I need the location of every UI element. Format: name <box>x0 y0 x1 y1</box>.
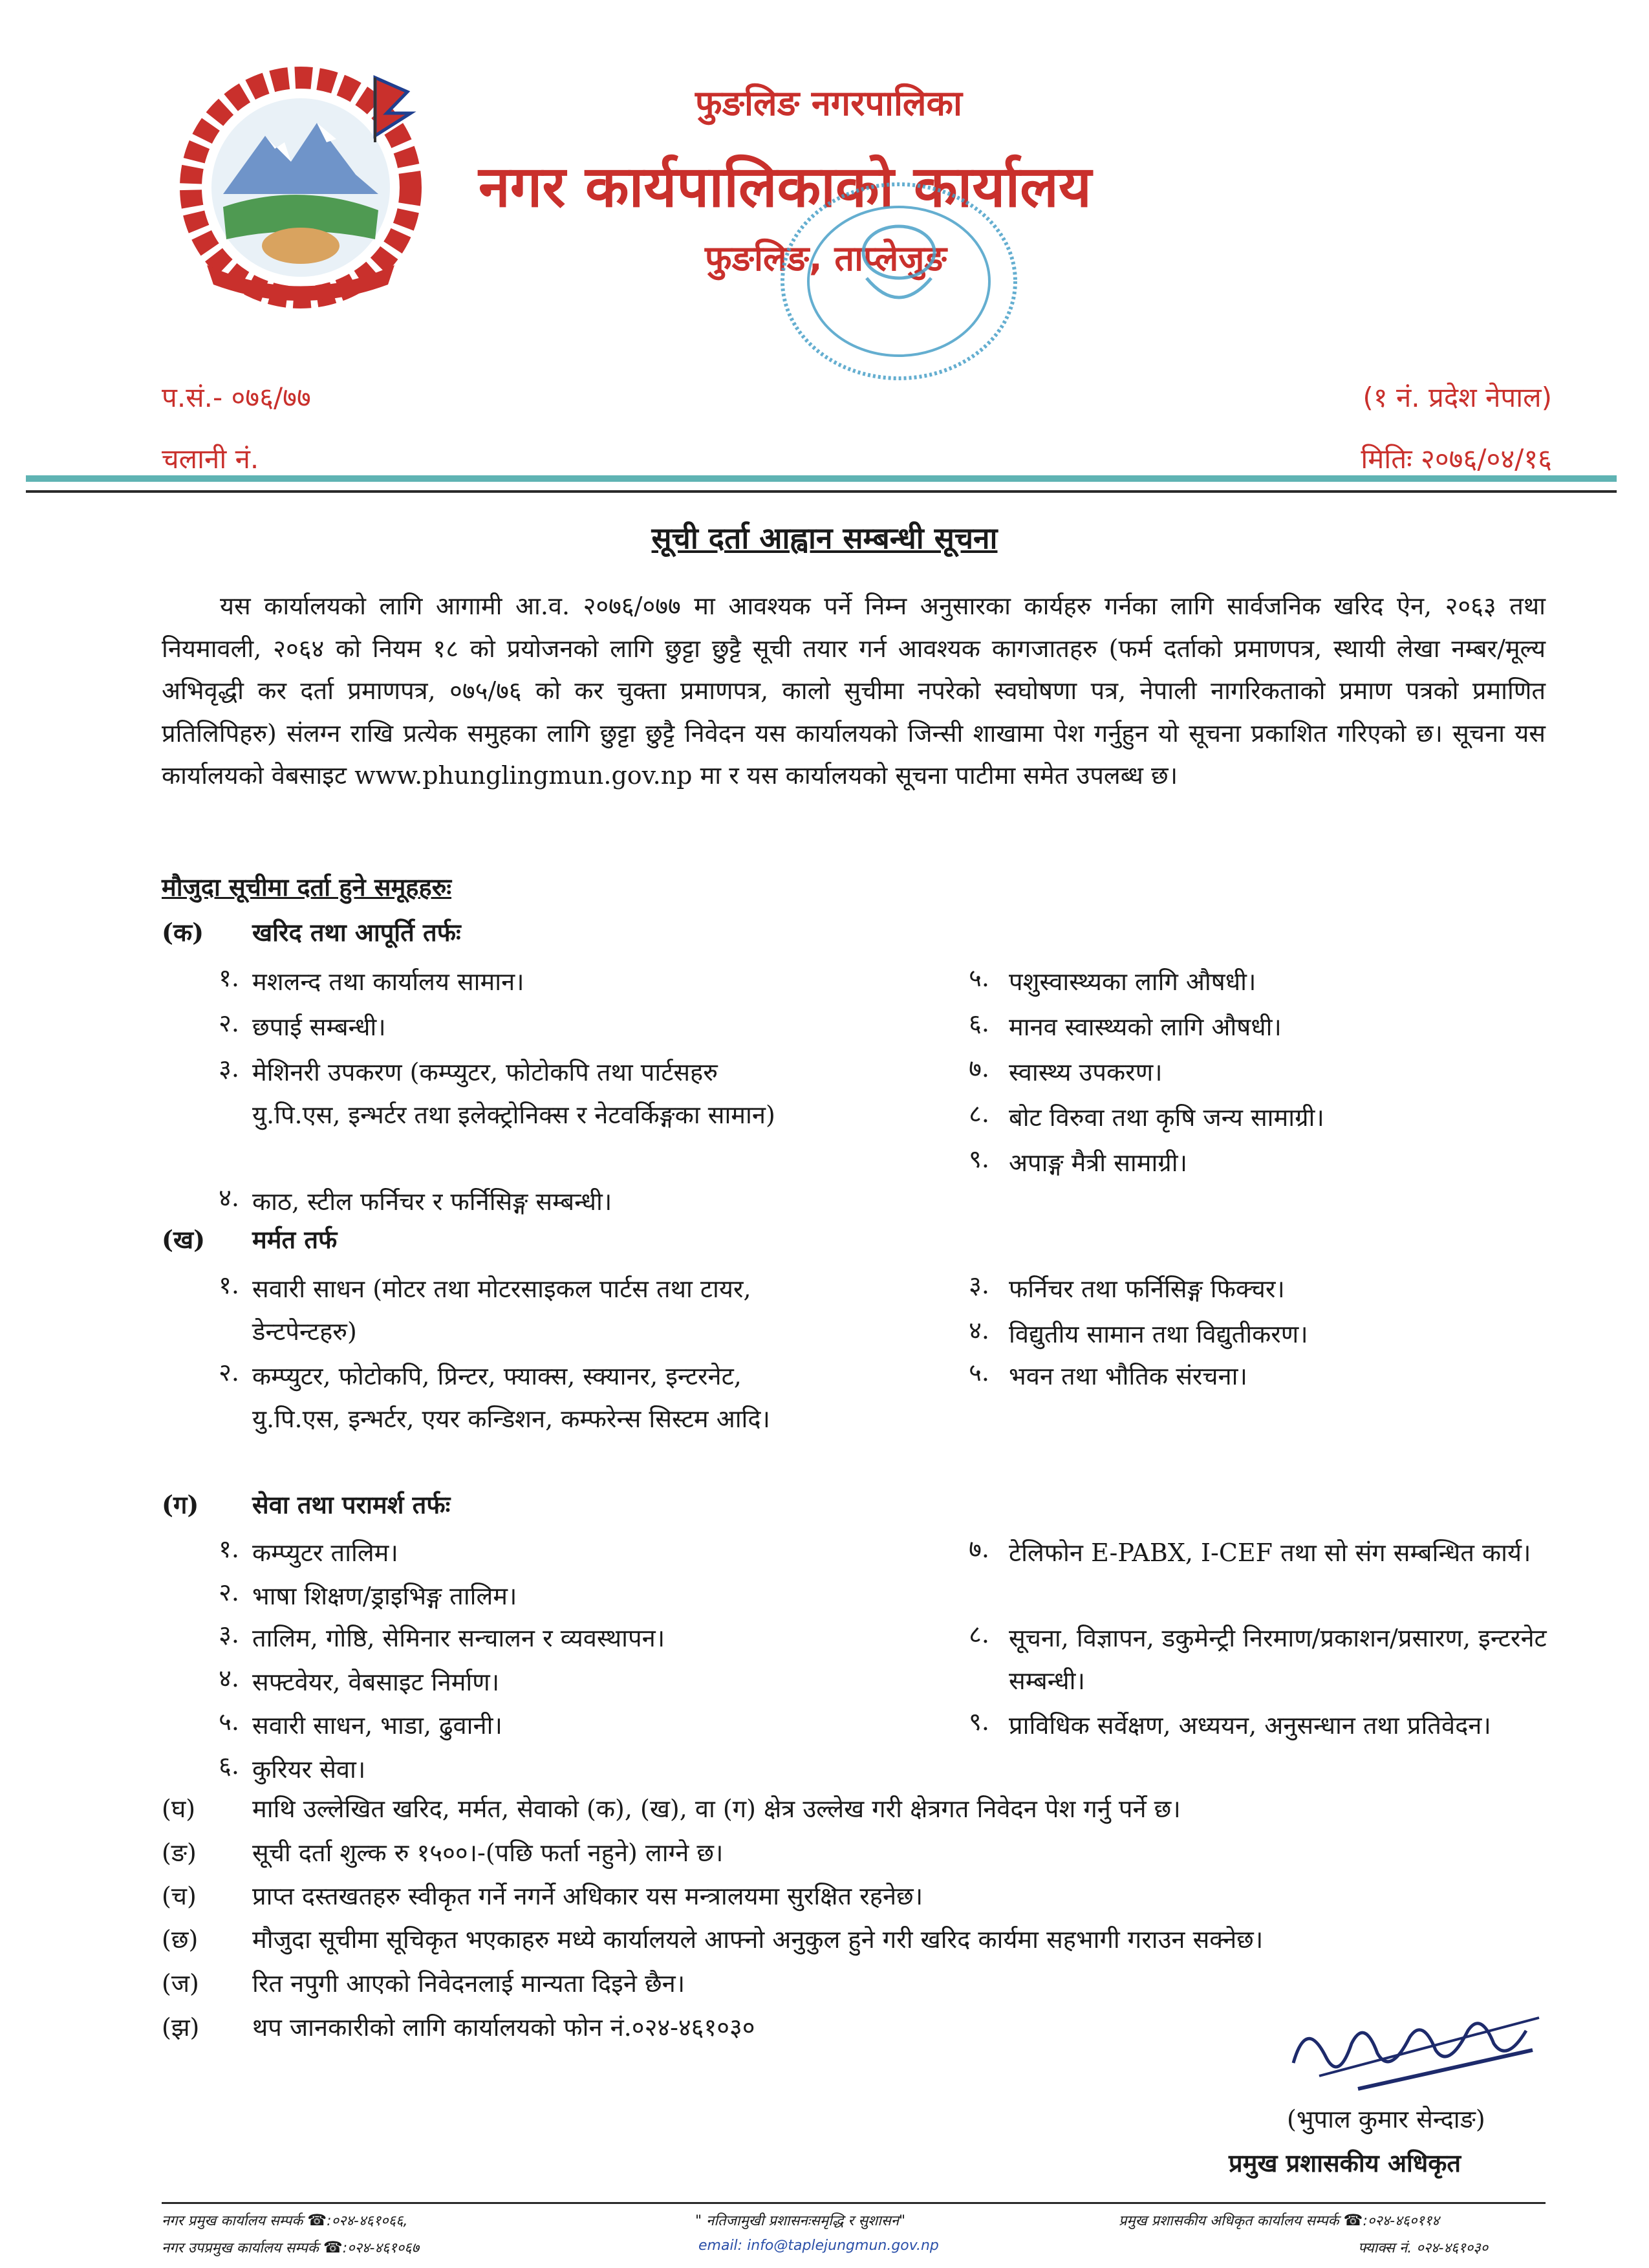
list-item: बोट विरुवा तथा कृषि जन्य सामाग्री। <box>1009 1103 1324 1132</box>
section-letter: (ख) <box>162 1225 206 1254</box>
section-title: मर्मत तर्फ <box>252 1225 338 1254</box>
list-item: मेशिनरी उपकरण (कम्प्युटर, फोटोकपि तथा पार्टसहरु यु.पि.एस, इन्भर्टर तथा इलेक्ट्रोनिक्स र नेटवर्किङ्गका सामान) <box>252 1058 775 1129</box>
list-item: तालिम, गोष्ठि, सेमिनार सन्चालन र व्यवस्थापन। <box>252 1624 665 1652</box>
footer-cao-contact <box>1119 2210 1439 2230</box>
footer-deputy-phone: :०२४-४६१०६७ <box>342 2240 420 2256</box>
footer-mayor-label: नगर प्रमुख कार्यालय सम्पर्क <box>162 2213 303 2229</box>
municipality-name: फुङलिङ नगरपालिका <box>695 83 962 124</box>
footer-deputy-contact <box>162 2238 419 2257</box>
telephone-icon: ☎ <box>323 2238 343 2256</box>
letter-date: मितिः २०७६/०४/१६ <box>1361 443 1552 475</box>
list-item: सवारी साधन, भाडा, ढुवानी। <box>252 1711 502 1740</box>
list-item: भवन तथा भौतिक संरचना। <box>1009 1362 1247 1390</box>
list-item: छपाई सम्बन्धी। <box>252 1013 386 1041</box>
dispatch-number: चलानी नं. <box>162 443 259 475</box>
list-item: सूचना, विज्ञापन, डकुमेन्ट्री निरमाण/प्रकाशन/प्रसारण, इन्टरनेट सम्बन्धी। <box>1009 1624 1547 1695</box>
list-item: टेलिफोन E-PABX, I-CEF तथा सो संग सम्बन्धित कार्य। <box>1009 1539 1531 1567</box>
item-number: ३. <box>219 1620 239 1648</box>
list-item: स्वास्थ्य उपकरण। <box>1009 1058 1163 1086</box>
list-item: फर्निचर तथा फर्निसिङ्ग फिक्चर। <box>1009 1275 1285 1303</box>
section-title: सेवा तथा परामर्श तर्फः <box>252 1490 451 1519</box>
note-text: रित नपुगी आएको निवेदनलाई मान्यता दिइने छैन। <box>252 1969 685 1998</box>
intro-paragraph: यस कार्यालयको लागि आगामी आ.व. २०७६/०७७ मा आवश्यक पर्ने निम्न अनुसारका कार्यहरु गर्नका लागि सार्वजनिक खरिद ऐन, २०६३ तथा नियमावली, २०६४ को नियम १८ को प्रयोजनको लागि छुट्टा छुट्टै सूची तयार गर्न आवश्यक कागजातहरु (फर्म दर्ताको प्रमाणपत्र, स्थायी लेखा नम्बर/मूल्य अभिवृद्धी कर दर्ता प्रमाणपत्र, ०७५/७६ को कर चुक्ता प्रमाणपत्र, कालो सुचीमा नपरेको स्वघोषणा पत्र, नेपाली नागरिकताको प्रमाण पत्रको प्रमाणित प्रतिलिपिहरु) संलग्न राखि प्रत्येक समुहका लागि छुट्टा छुट्टै निवेदन यस कार्यालयको जिन्सी शाखामा पेश गर्नुहुन यो सूचना प्रकाशित गरिएको छ। सूचना यस कार्यालयको वेबसाइट www.phunglingmun.gov.np मा र यस कार्यालयको सूचना पाटीमा समेत उपलब्ध छ। <box>162 592 1546 790</box>
item-number: ३. <box>969 1271 989 1299</box>
note-text: मौजुदा सूचीमा सूचिकृत भएकाहरु मध्ये कार्यालयले आफ्नो अनुकुल हुने गरी खरिद कार्यमा सहभागी गराउन सक्नेछ। <box>252 1925 1264 1954</box>
item-number: ५. <box>969 964 989 992</box>
nepal-emblem-icon <box>162 52 446 310</box>
item-number: ९. <box>969 1145 989 1173</box>
handwritten-signature-icon <box>1280 1992 1552 2102</box>
footer-deputy-label: नगर उपप्रमुख कार्यालय सम्पर्क <box>162 2240 319 2256</box>
telephone-icon: ☎ <box>1343 2211 1363 2229</box>
list-item: मशलन्द तथा कार्यालय सामान। <box>252 967 524 996</box>
list-item: विद्युतीय सामान तथा विद्युतीकरण। <box>1009 1320 1308 1348</box>
header-divider-teal <box>26 475 1617 482</box>
footer-fax: फ्याक्स नं. ०२४-४६१०३० <box>1358 2240 1489 2256</box>
list-item: कम्प्युटर, फोटोकपि, प्रिन्टर, फ्याक्स, स्क्यानर, इन्टरनेट, यु.पि.एस, इन्भर्टर, एयर कन्डिशन, कम्फरेन्स सिस्टम आदि। <box>252 1362 770 1433</box>
list-item: मानव स्वास्थ्यको लागि औषधी। <box>1009 1013 1282 1041</box>
footer-mayor-contact <box>162 2210 407 2230</box>
note-letter: (झ) <box>162 2013 200 2042</box>
header-divider-black <box>26 490 1617 493</box>
item-number: ८. <box>969 1620 989 1648</box>
item-number: ५. <box>219 1707 239 1736</box>
item-number: २. <box>219 1358 239 1387</box>
item-number: ७. <box>969 1535 989 1563</box>
footer-mayor-phone: :०२४-४६१०६६, <box>327 2213 408 2229</box>
note-letter: (च) <box>162 1882 197 1910</box>
item-number: २. <box>219 1578 239 1606</box>
list-item: काठ, स्टील फर्निचर र फर्निसिङ्ग सम्बन्धी। <box>252 1187 612 1216</box>
item-number: १. <box>219 1271 239 1299</box>
item-number: ९. <box>969 1707 989 1736</box>
item-number: ४. <box>969 1316 989 1345</box>
office-address: फुङलिङ, ताप्लेजुङ <box>705 238 947 279</box>
groups-heading: मौजुदा सूचीमा दर्ता हुने समूहहरुः <box>162 872 452 902</box>
section-title: खरिद तथा आपूर्ति तर्फः <box>252 918 461 947</box>
item-number: ६. <box>219 1751 239 1780</box>
list-item: कम्प्युटर तालिम। <box>252 1539 398 1567</box>
note-text: थप जानकारीको लागि कार्यालयको फोन नं.०२४-४६१०३० <box>252 2013 755 2042</box>
list-item: सफ्टवेयर, वेबसाइट निर्माण। <box>252 1668 500 1696</box>
note-text: माथि उल्लेखित खरिद, मर्मत, सेवाको (क), (ख), वा (ग) क्षेत्र उल्लेख गरी क्षेत्रगत निवेदन पेश गर्नु पर्ने छ। <box>252 1795 1181 1823</box>
list-item: सवारी साधन (मोटर तथा मोटरसाइकल पार्टस तथा टायर, डेन्टपेन्टहरु) <box>252 1275 751 1346</box>
notice-title: सूची दर्ता आह्वान सम्बन्धी सूचना <box>651 521 998 556</box>
footer-motto: " नतिजामुखी प्रशासनःसमृद्धि र सुशासन" <box>695 2213 906 2229</box>
section-letter: (ग) <box>162 1490 199 1519</box>
footer-email[interactable]: email: info@taplejungmun.gov.np <box>698 2238 939 2254</box>
item-number: ६. <box>969 1009 989 1037</box>
item-number: २. <box>219 1009 239 1037</box>
item-number: ३. <box>219 1054 239 1083</box>
office-name: नगर कार्यपालिकाको कार्यालय <box>479 153 1092 220</box>
list-item: प्राविधिक सर्वेक्षण, अध्ययन, अनुसन्धान तथा प्रतिवेदन। <box>1009 1711 1491 1740</box>
office-seal-icon <box>770 175 1028 388</box>
list-item: अपाङ्ग मैत्री सामाग्री। <box>1009 1149 1187 1177</box>
item-number: ४. <box>219 1664 239 1692</box>
signer-title: प्रमुख प्रशासकीय अधिकृत <box>1229 2148 1461 2177</box>
note-letter: (घ) <box>162 1795 196 1823</box>
note-text: प्राप्त दस्तखतहरु स्वीकृत गर्ने नगर्ने अधिकार यस मन्त्रालयमा सुरक्षित रहनेछ। <box>252 1882 923 1910</box>
note-letter: (ङ) <box>162 1839 197 1867</box>
telephone-icon: ☎ <box>307 2211 327 2229</box>
item-number: ४. <box>219 1183 239 1212</box>
reference-number: प.सं.- ०७६/७७ <box>162 382 311 413</box>
note-letter: (ज) <box>162 1969 199 1998</box>
item-number: ८. <box>969 1099 989 1128</box>
item-number: ५. <box>969 1358 989 1387</box>
signer-name: (भुपाल कुमार सेन्दाङ) <box>1287 2105 1485 2133</box>
province-label: (१ नं. प्रदेश नेपाल) <box>1363 382 1552 413</box>
note-text: सूची दर्ता शुल्क रु १५००।-(पछि फर्ता नहुने) लाग्ने छ। <box>252 1839 724 1867</box>
footer-cao-label: प्रमुख प्रशासकीय अधिकृत कार्यालय सम्पर्क <box>1119 2213 1339 2229</box>
note-letter: (छ) <box>162 1925 199 1954</box>
item-number: १. <box>219 1535 239 1563</box>
list-item: भाषा शिक्षण/ड्राइभिङ्ग तालिम। <box>252 1582 517 1610</box>
footer-divider <box>162 2202 1546 2204</box>
list-item: कुरियर सेवा। <box>252 1755 366 1784</box>
list-item: पशुस्वास्थ्यका लागि औषधी। <box>1009 967 1256 996</box>
item-number: ७. <box>969 1054 989 1083</box>
item-number: १. <box>219 964 239 992</box>
footer-cao-phone: :०२४-४६०११४ <box>1363 2213 1439 2229</box>
section-letter: (क) <box>162 918 204 947</box>
